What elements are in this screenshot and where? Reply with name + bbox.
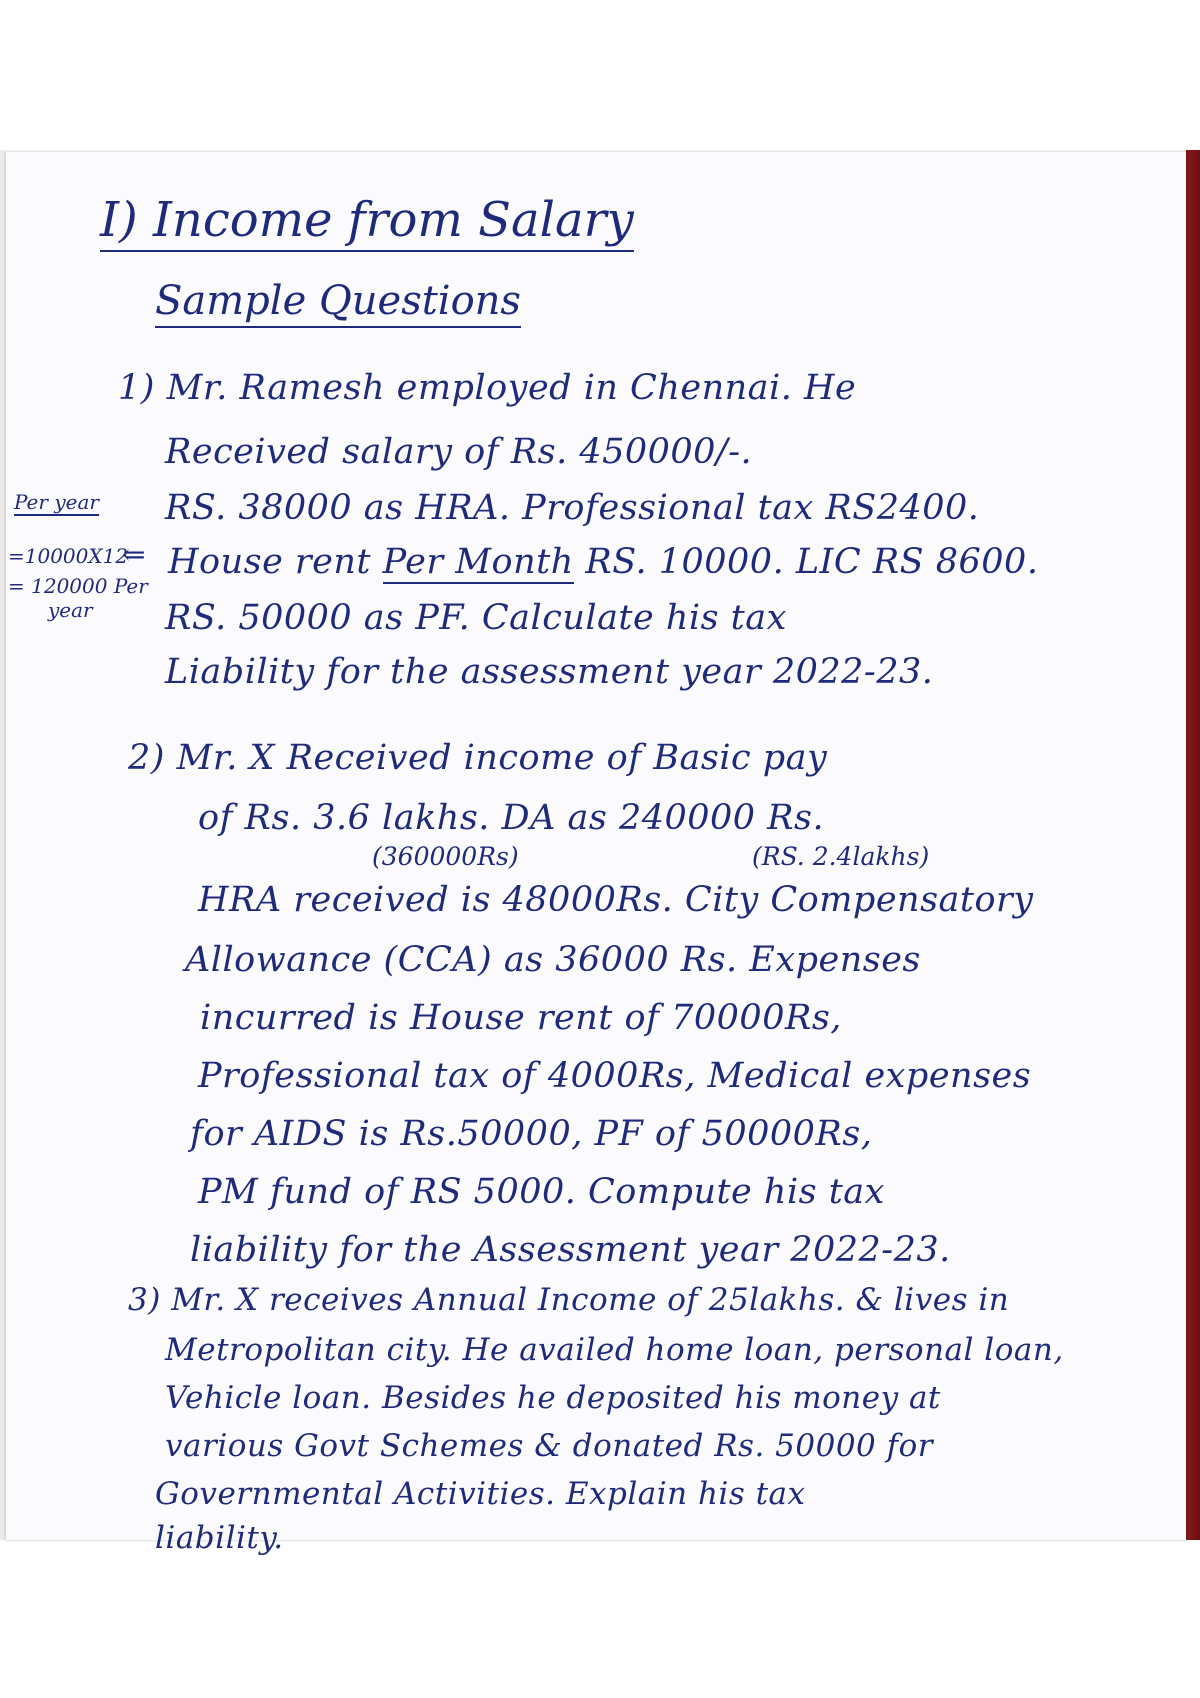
question-3-line-5: Governmental Activities. Explain his tax — [155, 1476, 806, 1512]
question-2-note-da: (RS. 2.4lakhs) — [752, 842, 930, 871]
question-2-line-4: Allowance (CCA) as 36000 Rs. Expenses — [185, 940, 921, 980]
question-1-number: 1) — [118, 368, 155, 408]
question-1-line-2: Received salary of Rs. 450000/-. — [165, 432, 753, 472]
background-top — [0, 0, 1200, 150]
background-right-edge — [1186, 150, 1200, 1540]
page-title: I) Income from Salary — [100, 192, 634, 252]
question-3-line-1: 3) Mr. X receives Annual Income of 25lakhs. & lives in — [128, 1282, 1010, 1318]
question-2-line-5: incurred is House rent of 70000Rs, — [200, 998, 842, 1038]
margin-note-line-2: =10000X12 — [8, 544, 129, 568]
question-1-line-1: 1) Mr. Ramesh employed in Chennai. He — [118, 368, 857, 408]
question-2-line-1: 2) Mr. X Received income of Basic pay — [128, 738, 828, 778]
question-2-line-8: PM fund of RS 5000. Compute his tax — [198, 1172, 885, 1212]
margin-note-line-1: Per year — [14, 490, 99, 514]
question-3-line-6: liability. — [155, 1520, 284, 1556]
question-1-line-6: Liability for the assessment year 2022-23. — [165, 652, 934, 692]
question-2-line-6: Professional tax of 4000Rs, Medical expenses — [198, 1056, 1032, 1096]
question-3-line-4: various Govt Schemes & donated Rs. 50000 for — [165, 1428, 934, 1464]
background-bottom — [0, 1565, 1200, 1698]
question-1-line-4: House rent Per Month RS. 10000. LIC RS 8600. — [168, 542, 1039, 582]
question-2-line-9: liability for the Assessment year 2022-23. — [190, 1230, 951, 1270]
question-1-line-5: RS. 50000 as PF. Calculate his tax — [165, 598, 787, 638]
question-1-line-3: RS. 38000 as HRA. Professional tax RS2400. — [165, 488, 980, 528]
question-2-line-2: of Rs. 3.6 lakhs. DA as 240000 Rs. — [198, 798, 825, 838]
per-month-underlined: Per Month — [382, 542, 574, 582]
question-2-number: 2) — [128, 738, 165, 778]
margin-note-line-3: = 120000 Per — [8, 574, 148, 598]
question-2-line-7: for AIDS is Rs.50000, PF of 50000Rs, — [190, 1114, 873, 1154]
question-3-line-3: Vehicle loan. Besides he deposited his money at — [165, 1380, 941, 1416]
question-3-line-2: Metropolitan city. He availed home loan, personal loan, — [165, 1332, 1064, 1368]
left-arrow-icon: ⇐ — [122, 538, 146, 571]
page-subtitle: Sample Questions — [155, 278, 521, 328]
question-3-number: 3) — [128, 1282, 161, 1318]
question-2-note-basic: (360000Rs) — [372, 842, 519, 871]
margin-note-line-4: year — [48, 598, 93, 622]
question-2-line-3: HRA received is 48000Rs. City Compensatory — [198, 880, 1034, 920]
